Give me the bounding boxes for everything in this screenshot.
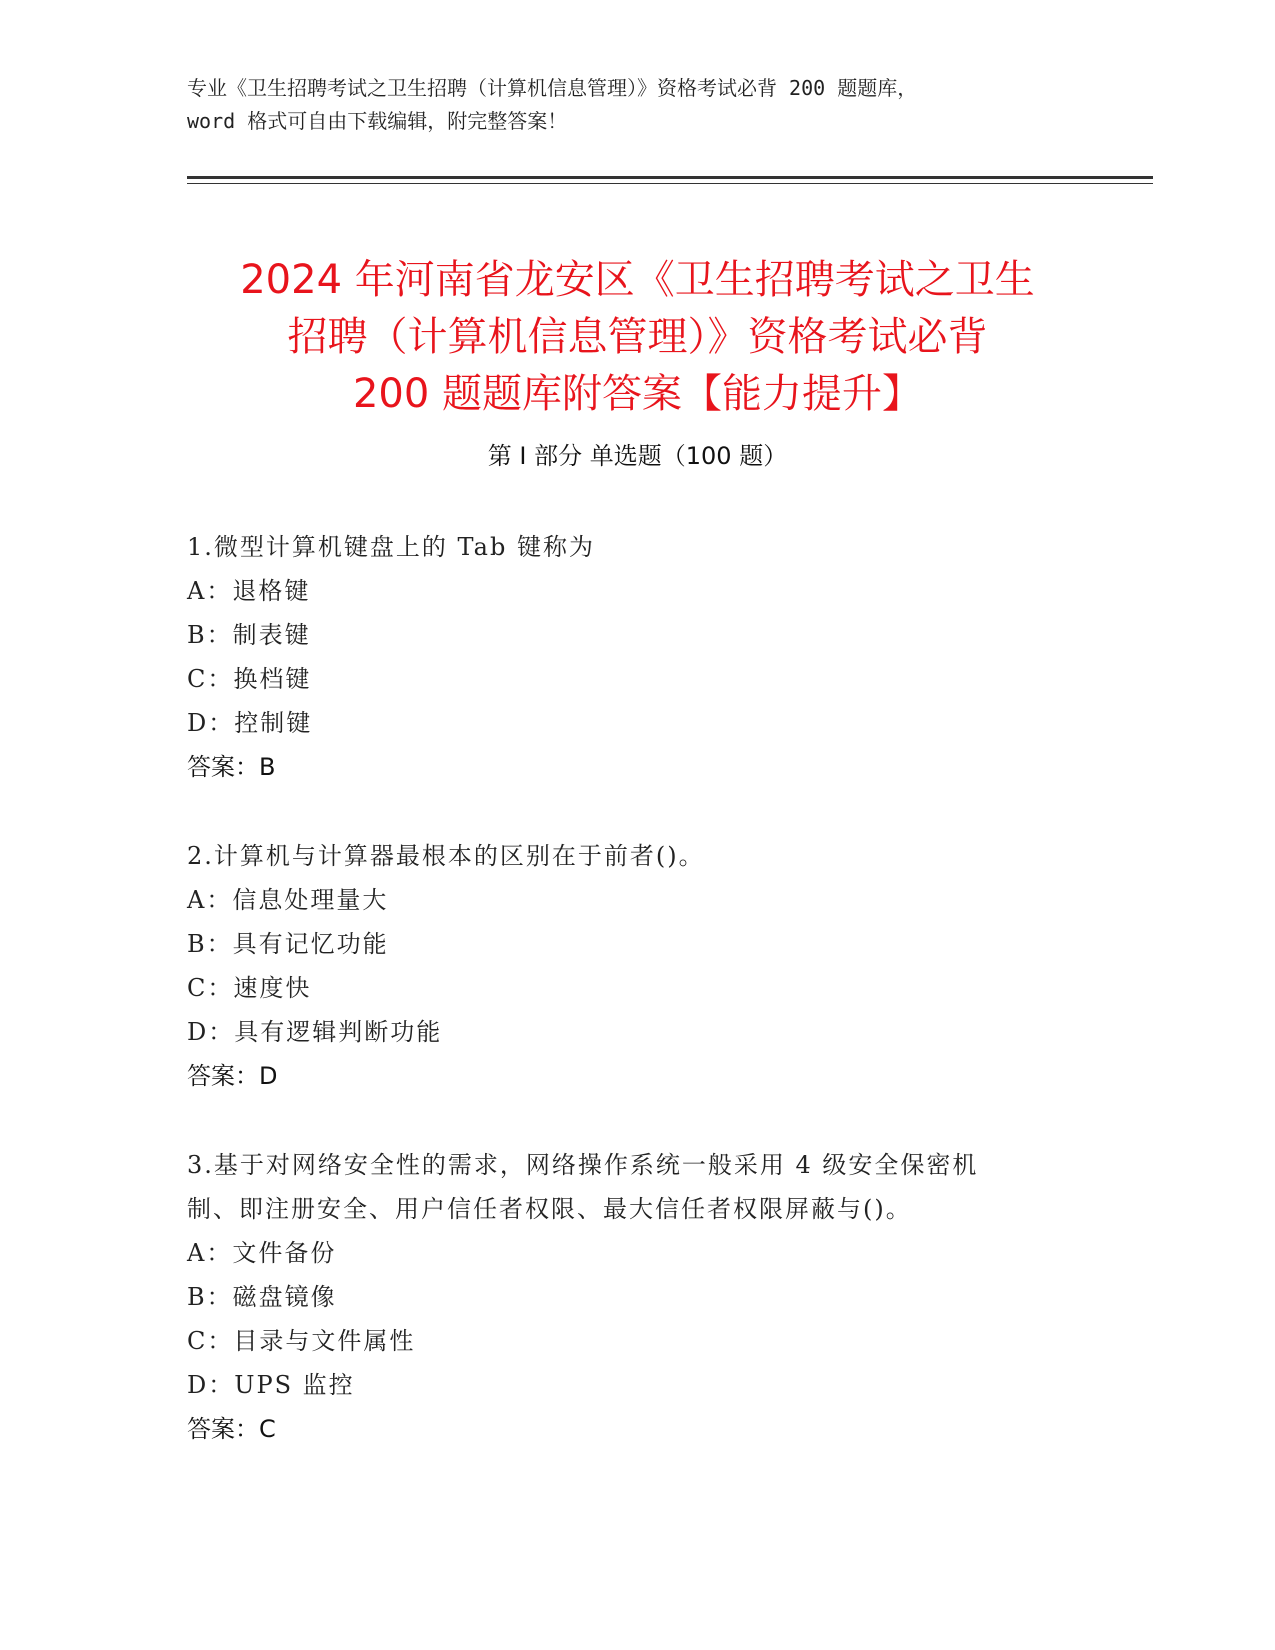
answer: 答案：D bbox=[187, 1062, 278, 1090]
question-stem: 2.计算机与计算器最根本的区别在于前者()。 bbox=[187, 842, 705, 870]
option-d: D：UPS 监控 bbox=[187, 1371, 355, 1399]
option-a: A：退格键 bbox=[187, 577, 311, 605]
document-title-line-1: 2024 年河南省龙安区《卫生招聘考试之卫生 bbox=[240, 256, 1035, 303]
answer: 答案：C bbox=[187, 1415, 276, 1443]
option-b: B：制表键 bbox=[187, 621, 311, 649]
option-b: B：磁盘镜像 bbox=[187, 1283, 337, 1311]
answer: 答案：B bbox=[187, 753, 276, 781]
section-heading: 第 I 部分 单选题（100 题） bbox=[487, 442, 788, 470]
header-note-line-2: word 格式可自由下载编辑，附完整答案！ bbox=[187, 109, 568, 133]
option-a: A：信息处理量大 bbox=[187, 886, 389, 914]
header-note bbox=[187, 72, 1087, 138]
option-d: D：具有逻辑判断功能 bbox=[187, 1018, 443, 1046]
document-title-line-2: 招聘（计算机信息管理）》资格考试必背 bbox=[287, 313, 988, 360]
header-divider-thick bbox=[187, 176, 1153, 179]
document-title bbox=[150, 252, 1125, 423]
option-c: C：速度快 bbox=[187, 974, 312, 1002]
option-d: D：控制键 bbox=[187, 709, 313, 737]
question-stem-line-2: 制、即注册安全、用户信任者权限、最大信任者权限屏蔽与()。 bbox=[187, 1195, 912, 1223]
option-c: C：换档键 bbox=[187, 665, 312, 693]
question-stem-line-1: 3.基于对网络安全性的需求，网络操作系统一般采用 4 级安全保密机 bbox=[187, 1151, 979, 1179]
question-stem: 1.微型计算机键盘上的 Tab 键称为 bbox=[187, 533, 595, 561]
option-a: A：文件备份 bbox=[187, 1239, 337, 1267]
document-title-line-3: 200 题题库附答案【能力提升】 bbox=[352, 370, 923, 417]
option-c: C：目录与文件属性 bbox=[187, 1327, 416, 1355]
option-b: B：具有记忆功能 bbox=[187, 930, 389, 958]
header-note-line-1: 专业《卫生招聘考试之卫生招聘（计算机信息管理）》资格考试必背 200 题题库， bbox=[187, 76, 918, 100]
header-divider-thin bbox=[187, 183, 1153, 184]
